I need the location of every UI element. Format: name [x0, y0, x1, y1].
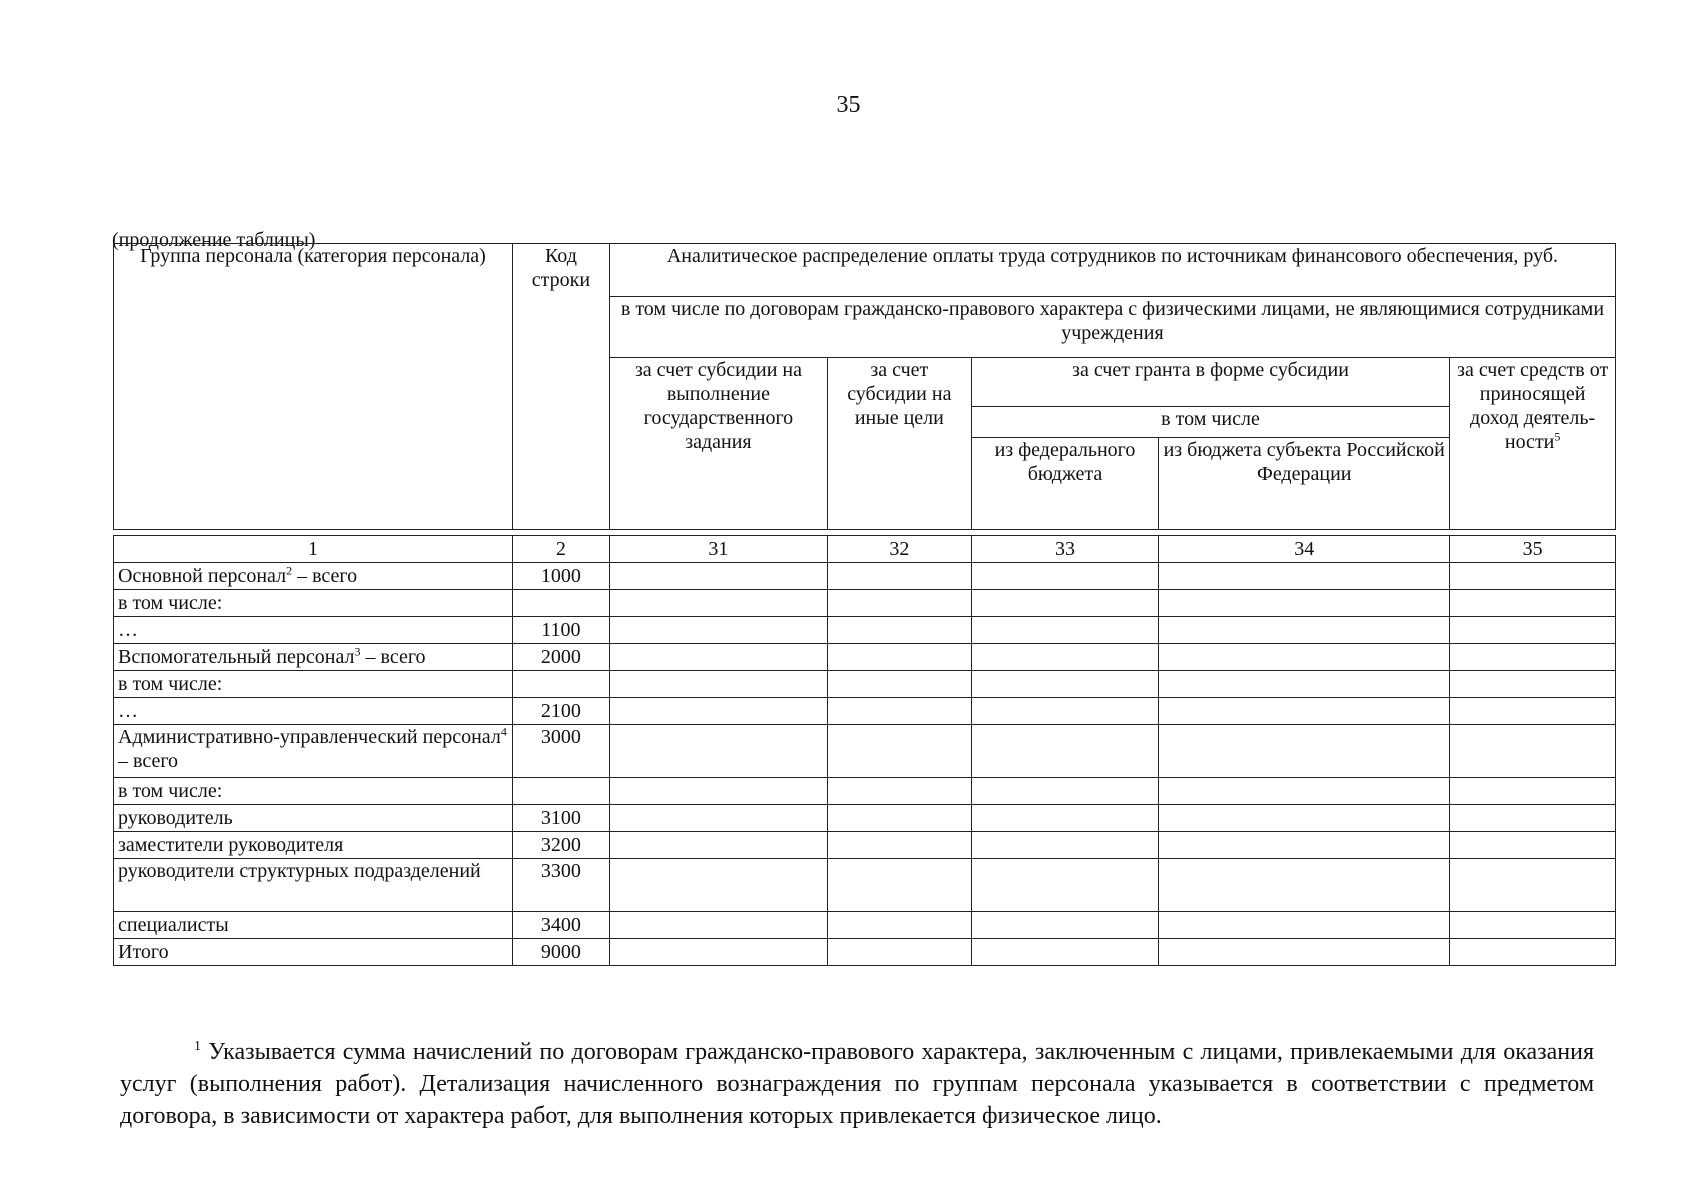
- value-cell: [827, 912, 971, 939]
- table-row: [114, 644, 1616, 671]
- header-analytic: Аналитическое распределение оплаты труда сотрудников по источникам финансового обеспечения, руб.: [609, 244, 1615, 297]
- value-cell: [609, 725, 827, 778]
- value-cell: [1159, 805, 1450, 832]
- table-row: [114, 778, 1616, 805]
- table-row: [114, 859, 1616, 912]
- row-label: [114, 912, 513, 939]
- column-number: 32: [827, 536, 971, 563]
- value-cell: [827, 671, 971, 698]
- value-cell: [609, 912, 827, 939]
- value-cell: [1159, 644, 1450, 671]
- header-col31: за счет субсидии на выполнение государственного задания: [609, 358, 827, 530]
- row-label-footnote-ref: 2: [286, 563, 293, 578]
- row-label: [114, 805, 513, 832]
- value-cell: [827, 859, 971, 912]
- table-body: [114, 530, 1616, 966]
- value-cell: [1450, 778, 1616, 805]
- value-cell: [609, 778, 827, 805]
- table-row: [114, 563, 1616, 590]
- row-label-text: Административно-управленческий персонал: [118, 726, 501, 748]
- value-cell: [1450, 671, 1616, 698]
- row-code: 3200: [512, 832, 609, 859]
- value-cell: [609, 698, 827, 725]
- header-grant: за счет гранта в форме субсидии: [971, 358, 1449, 407]
- column-number: 33: [971, 536, 1158, 563]
- row-code: 3000: [512, 725, 609, 778]
- table-row: [114, 832, 1616, 859]
- column-number: 31: [609, 536, 827, 563]
- value-cell: [1450, 590, 1616, 617]
- row-code: [512, 778, 609, 805]
- table-row: [114, 698, 1616, 725]
- row-label-text: специалисты: [118, 914, 229, 936]
- row-code: 1000: [512, 563, 609, 590]
- row-label-text: руководитель: [118, 807, 233, 829]
- row-label-text: …: [118, 619, 138, 641]
- value-cell: [1159, 563, 1450, 590]
- row-code: 2100: [512, 698, 609, 725]
- header-col33: из федерального бюджета: [971, 438, 1158, 530]
- row-label: [114, 617, 513, 644]
- row-label-text: в том числе:: [118, 673, 223, 695]
- row-label-text: в том числе:: [118, 780, 223, 802]
- footnote-text: Указывается сумма начислений по договорам гражданско-правового характера, заключенным с лицами, привлекаемыми для оказания услуг (выполнения работ). Детализация начисленного вознаграждения по группам персонала указывается в соответствии с предметом договора, в зависимости от характера работ, для выполнения которых привлекается физическое лицо.: [120, 1039, 1595, 1129]
- header-col35-text: за счет средств от приносящей доход деятель-ности: [1457, 359, 1609, 453]
- table-row: [114, 671, 1616, 698]
- row-code: 1100: [512, 617, 609, 644]
- column-number: 34: [1159, 536, 1450, 563]
- row-label: [114, 939, 513, 966]
- value-cell: [1159, 912, 1450, 939]
- header-col35: [1450, 358, 1616, 530]
- value-cell: [971, 832, 1158, 859]
- value-cell: [609, 832, 827, 859]
- row-label: [114, 832, 513, 859]
- row-label-text: …: [118, 700, 138, 722]
- row-label-text: Основной персонал: [118, 565, 287, 587]
- value-cell: [1450, 725, 1616, 778]
- table-row: [114, 939, 1616, 966]
- value-cell: [827, 725, 971, 778]
- value-cell: [971, 725, 1158, 778]
- row-label-footnote-ref: 4: [500, 724, 507, 739]
- value-cell: [971, 805, 1158, 832]
- value-cell: [827, 590, 971, 617]
- row-label: [114, 698, 513, 725]
- value-cell: [609, 939, 827, 966]
- header-col32: за счет субсидии на иные цели: [827, 358, 971, 530]
- column-number: 35: [1450, 536, 1616, 563]
- value-cell: [971, 644, 1158, 671]
- value-cell: [1159, 725, 1450, 778]
- value-cell: [609, 805, 827, 832]
- page-number: 35: [836, 92, 861, 118]
- table-row: [114, 617, 1616, 644]
- value-cell: [1159, 859, 1450, 912]
- value-cell: [609, 859, 827, 912]
- value-cell: [609, 644, 827, 671]
- value-cell: [1450, 939, 1616, 966]
- value-cell: [1450, 698, 1616, 725]
- row-label: [114, 725, 513, 778]
- header-contracts: в том числе по договорам гражданско-правового характера с физическими лицами, не являющимися сотрудниками учреждения: [609, 297, 1615, 358]
- row-label: [114, 778, 513, 805]
- header-col34: из бюджета субъекта Российской Федерации: [1159, 438, 1450, 530]
- row-code: [512, 590, 609, 617]
- value-cell: [1159, 671, 1450, 698]
- row-label: [114, 563, 513, 590]
- column-number: 1: [114, 536, 513, 563]
- value-cell: [827, 698, 971, 725]
- header-group: Группа персонала (категория персонала): [114, 244, 513, 530]
- value-cell: [1159, 778, 1450, 805]
- header-col35-sup: 5: [1554, 429, 1561, 444]
- value-cell: [1159, 617, 1450, 644]
- row-code: 3100: [512, 805, 609, 832]
- row-label-text: Итого: [118, 941, 169, 963]
- row-label-text: Вспомогательный персонал: [118, 646, 355, 668]
- value-cell: [1450, 805, 1616, 832]
- value-cell: [609, 617, 827, 644]
- value-cell: [1450, 617, 1616, 644]
- column-numbers-row: [114, 536, 1616, 563]
- footnote-marker: 1: [194, 1039, 201, 1054]
- value-cell: [609, 671, 827, 698]
- value-cell: [1450, 644, 1616, 671]
- row-code: [512, 671, 609, 698]
- value-cell: [1450, 832, 1616, 859]
- value-cell: [971, 698, 1158, 725]
- column-number: 2: [512, 536, 609, 563]
- value-cell: [827, 832, 971, 859]
- row-label-suffix: – всего: [292, 565, 358, 587]
- row-label: [114, 644, 513, 671]
- continuation-label: (продолжение таблицы): [112, 229, 316, 251]
- value-cell: [827, 617, 971, 644]
- header-including: в том числе: [971, 407, 1449, 438]
- row-label-text: заместители руководителя: [118, 834, 344, 856]
- row-label: [114, 590, 513, 617]
- row-label: [114, 671, 513, 698]
- value-cell: [827, 805, 971, 832]
- row-code: 3300: [512, 859, 609, 912]
- table-row: [114, 725, 1616, 778]
- value-cell: [971, 617, 1158, 644]
- row-label-footnote-ref: 3: [354, 644, 361, 659]
- value-cell: [1450, 912, 1616, 939]
- row-code: 3400: [512, 912, 609, 939]
- table-row: [114, 912, 1616, 939]
- value-cell: [1159, 590, 1450, 617]
- row-label-suffix: – всего: [118, 750, 179, 772]
- value-cell: [971, 671, 1158, 698]
- row-code: 9000: [512, 939, 609, 966]
- table-row: [114, 805, 1616, 832]
- value-cell: [1450, 563, 1616, 590]
- value-cell: [827, 563, 971, 590]
- value-cell: [971, 859, 1158, 912]
- value-cell: [971, 563, 1158, 590]
- row-label-text: в том числе:: [118, 592, 223, 614]
- value-cell: [1159, 698, 1450, 725]
- table-header: [114, 244, 1616, 530]
- value-cell: [827, 778, 971, 805]
- value-cell: [1159, 832, 1450, 859]
- value-cell: [971, 778, 1158, 805]
- footnote: [120, 1036, 1594, 1132]
- value-cell: [971, 939, 1158, 966]
- value-cell: [827, 644, 971, 671]
- value-cell: [971, 912, 1158, 939]
- value-cell: [1159, 939, 1450, 966]
- value-cell: [609, 563, 827, 590]
- value-cell: [971, 590, 1158, 617]
- value-cell: [609, 590, 827, 617]
- table-row: [114, 590, 1616, 617]
- header-code: Код строки: [512, 244, 609, 530]
- staff-payment-table: [113, 243, 1616, 966]
- row-label-text: руководители структурных подразделений: [118, 860, 481, 882]
- value-cell: [827, 939, 971, 966]
- value-cell: [1450, 859, 1616, 912]
- row-label: [114, 859, 513, 912]
- row-code: 2000: [512, 644, 609, 671]
- row-label-suffix: – всего: [360, 646, 426, 668]
